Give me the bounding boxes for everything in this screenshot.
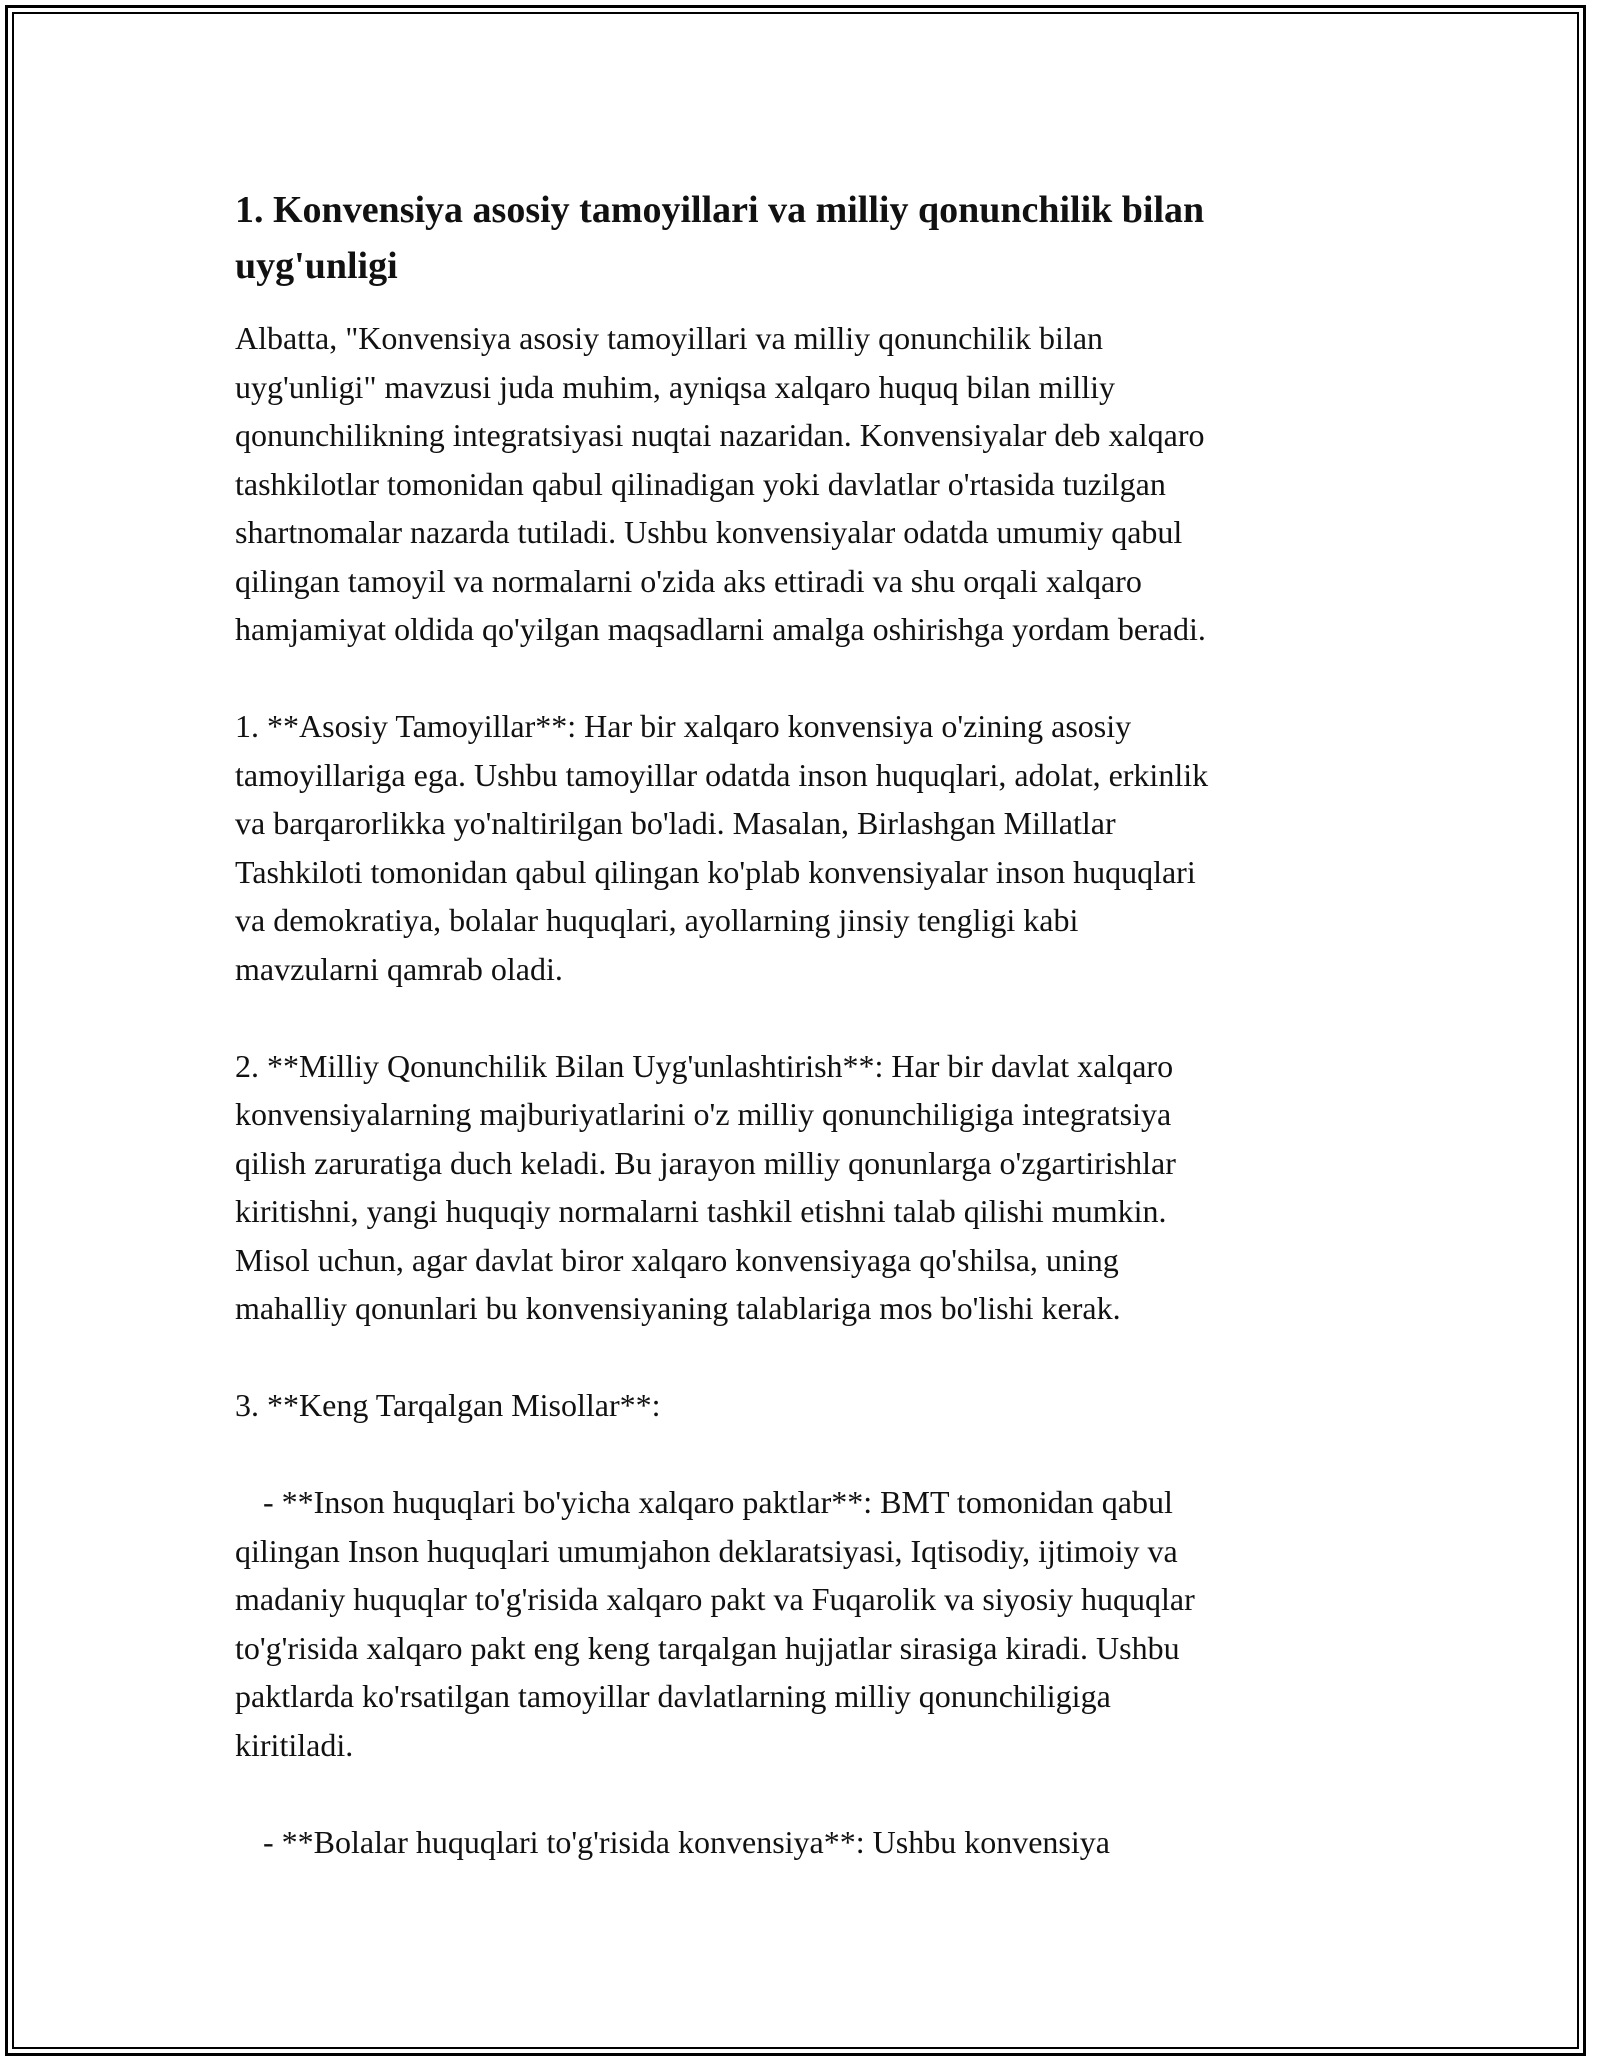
text-line: qilingan Inson huquqlari umumjahon deklaratsiyasi, Iqtisodiy, ijtimoiy va [235,1532,1178,1569]
text-line: kiritishni, yangi huquqiy normalarni tashkil etishni talab qilishi mumkin. [235,1193,1167,1229]
text-line: madaniy huquqlar to'g'risida xalqaro pakt va Fuqarolik va siyosiy huquqlar [235,1581,1195,1617]
text-line: mahalliy qonunlari bu konvensiyaning talablariga mos bo'lishi kerak. [235,1290,1121,1326]
sub-item-bolalar-huquqlari [235,1818,1365,1867]
sub-item-inson-huquqlari [235,1478,1365,1769]
list-item-keng-tarqalgan-misollar [235,1381,1365,1430]
text-line: to'g'risida xalqaro pakt eng keng tarqalgan hujjatlar sirasiga kiradi. Ushbu [235,1629,1180,1666]
text-line: qilingan tamoyil va normalarni o'zida aks ettiradi va shu orqali xalqaro [235,562,1142,599]
list-item-milliy-qonunchilik [235,1042,1365,1333]
text-line: 3. **Keng Tarqalgan Misollar**: [235,1387,661,1423]
text-line: qonunchilikning integratsiyasi nuqtai nazaridan. Konvensiyalar deb xalqaro [235,417,1205,453]
text-line: Misol uchun, agar davlat biror xalqaro konvensiyaga qo'shilsa, uning [235,1241,1119,1278]
text-line: konvensiyalarning majburiyatlarini o'z milliy qonunchiligiga integratsiya [235,1096,1172,1132]
text-line: va demokratiya, bolalar huquqlari, ayollarning jinsiy tengligi kabi [235,902,1079,938]
document-page [235,182,1365,1915]
text-line: Tashkiloti tomonidan qabul qilingan ko'plab konvensiyalar inson huquqlari [235,853,1196,890]
text-line: hamjamiyat oldida qo'yilgan maqsadlarni amalga oshirishga yordam beradi. [235,611,1206,647]
text-line: tashkilotlar tomonidan qabul qilinadigan yoki davlatlar o'rtasida tuzilgan [235,465,1166,502]
text-line: qilish zaruratiga duch keladi. Bu jarayon milliy qonunlarga o'zgartirishlar [235,1144,1176,1181]
heading-line: uyg'unligi [235,245,398,287]
intro-paragraph [235,314,1365,654]
text-line: paktlarda ko'rsatilgan tamoyillar davlatlarning milliy qonunchiligiga [235,1678,1111,1714]
text-line: kiritiladi. [235,1726,354,1763]
text-line: mavzularni qamrab oladi. [235,950,563,987]
heading-line: 1. Konvensiya asosiy tamoyillari va milliy qonunchilik bilan [235,189,1205,231]
list-item-asosiy-tamoyillar [235,702,1365,993]
text-line: 2. **Milliy Qonunchilik Bilan Uyg'unlashtirish**: Har bir davlat xalqaro [235,1047,1174,1084]
text-line: - **Inson huquqlari bo'yicha xalqaro paktlar**: BMT tomonidan qabul [263,1484,1173,1520]
text-line: Albatta, "Konvensiya asosiy tamoyillari va milliy qonunchilik bilan [235,320,1104,356]
text-line: va barqarorlikka yo'naltirilgan bo'ladi. Masalan, Birlashgan Millatlar [235,805,1116,841]
text-line: - **Bolalar huquqlari to'g'risida konvensiya**: Ushbu konvensiya [263,1823,1110,1860]
text-line: 1. **Asosiy Tamoyillar**: Har bir xalqaro konvensiya o'zining asosiy [235,708,1132,744]
text-line: shartnomalar nazarda tutiladi. Ushbu konvensiyalar odatda umumiy qabul [235,514,1183,550]
text-line: tamoyillariga ega. Ushbu tamoyillar odatda inson huquqlari, adolat, erkinlik [235,756,1209,793]
text-line: uyg'unligi" mavzusi juda muhim, ayniqsa xalqaro huquq bilan milliy [235,368,1116,405]
document-heading [235,182,1365,294]
